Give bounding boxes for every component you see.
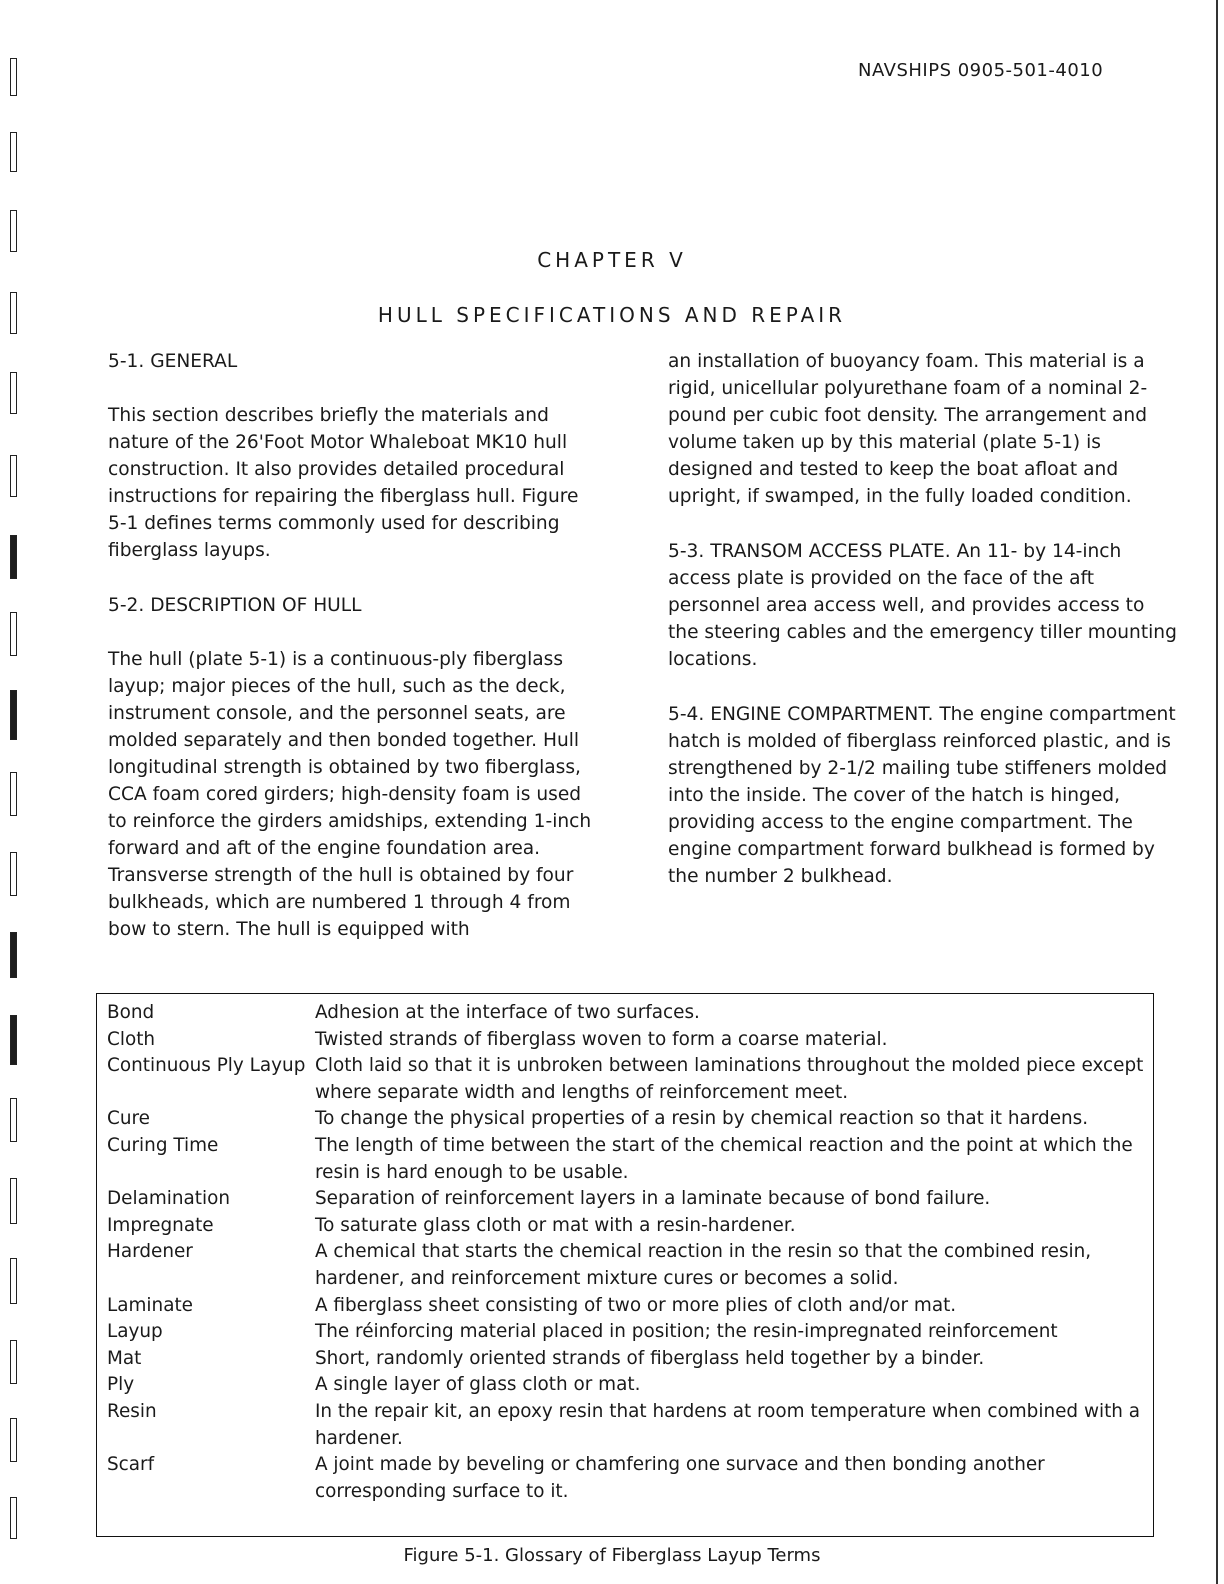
document-id: NAVSHIPS 0905-501-4010 <box>858 60 1104 81</box>
glossary-definition: Cloth laid so that it is unbroken between laminations throughout the molded piece except where separate width and lengths of reinforcement meet. <box>315 1055 1144 1103</box>
binding-hole <box>10 455 17 497</box>
binding-hole <box>10 1497 17 1539</box>
glossary-row <box>107 1133 1152 1186</box>
glossary-row <box>107 1213 1152 1240</box>
glossary-row <box>107 1000 1152 1027</box>
glossary-definition: A chemical that starts the chemical reaction in the resin so that the combined resin, hardener, and reinforcement mixture cures or becomes a solid. <box>315 1241 1092 1289</box>
chapter-title: HULL SPECIFICATIONS AND REPAIR <box>377 303 847 327</box>
glossary-term: Cure <box>107 1108 150 1130</box>
glossary-definition: A single layer of glass cloth or mat. <box>315 1374 641 1396</box>
glossary-row <box>107 1346 1152 1373</box>
section-transom <box>668 538 1178 673</box>
left-column <box>108 348 598 943</box>
binding-hole <box>10 535 17 579</box>
binding-hole <box>10 612 17 656</box>
glossary-term: Laminate <box>107 1294 193 1316</box>
glossary-term: Impregnate <box>107 1214 214 1236</box>
section-heading-engine: 5-4. ENGINE COMPARTMENT. <box>668 704 934 725</box>
chapter-number: CHAPTER V <box>537 248 687 272</box>
glossary-row <box>107 1319 1152 1346</box>
glossary-term: Delamination <box>107 1188 231 1210</box>
binding-holes-strip <box>0 0 24 1584</box>
glossary-row <box>107 1053 1152 1106</box>
section-heading-general: 5-1. GENERAL <box>108 351 238 372</box>
glossary-row <box>107 1027 1152 1054</box>
glossary-definition: The length of time between the start of the chemical reaction and the point at which the resin is hard enough to be usable. <box>315 1134 1133 1183</box>
page-edge-line <box>1216 0 1218 1584</box>
glossary-term: Ply <box>107 1374 135 1396</box>
glossary-term: Continuous Ply Layup <box>107 1055 306 1077</box>
section-body-transom: An 11- by 14-inch access plate is provided on the face of the aft personnel area access well, and provides access to the steering cables and the emergency tiller mounting locations. <box>668 541 1177 670</box>
glossary-definition: In the repair kit, an epoxy resin that hardens at room temperature when combined with a hardener. <box>315 1400 1141 1449</box>
glossary-term: Bond <box>107 1002 155 1023</box>
binding-hole <box>10 132 17 172</box>
right-column <box>668 348 1178 890</box>
section-body-general: This section describes briefly the materials and nature of the 26'Foot Motor Whaleboat MK10 hull construction. It also provides detailed procedural instructions for repairing the fiberglass hull. Figure 5-1 defines terms commonly used for describing fiberglass layups. <box>108 405 579 561</box>
glossary-row <box>107 1106 1152 1133</box>
glossary-row <box>107 1372 1152 1399</box>
glossary-box <box>96 993 1154 1537</box>
binding-hole <box>10 1098 17 1142</box>
glossary-definition: To change the physical properties of a resin by chemical reaction so that it hardens. <box>315 1108 1089 1130</box>
binding-hole <box>10 210 17 252</box>
binding-hole <box>10 1418 17 1462</box>
glossary-definition: A fiberglass sheet consisting of two or more plies of cloth and/or mat. <box>315 1294 957 1316</box>
glossary-definition: Short, randomly oriented strands of fiberglass held together by a binder. <box>315 1347 985 1369</box>
glossary-row <box>107 1452 1152 1505</box>
binding-hole <box>10 852 17 896</box>
section-heading-hull: 5-2. DESCRIPTION OF HULL <box>108 595 362 616</box>
glossary-definition: Twisted strands of fiberglass woven to form a coarse material. <box>315 1028 888 1050</box>
glossary-row <box>107 1186 1152 1213</box>
binding-hole <box>10 1015 17 1065</box>
glossary-row <box>107 1293 1152 1320</box>
binding-hole <box>10 1258 17 1304</box>
binding-hole <box>10 690 17 740</box>
glossary-term: Mat <box>107 1347 142 1369</box>
glossary-definition: To saturate glass cloth or mat with a resin-hardener. <box>315 1214 796 1236</box>
section-body-engine: The engine compartment hatch is molded of fiberglass reinforced plastic, and is strengthened by 2-1/2 mailing tube stiffeners molded into the inside. The cover of the hatch is hinged, providing access to the engine compartment. The engine compartment forward bulkhead is formed by the number 2 bulkhead. <box>668 704 1176 887</box>
binding-hole <box>10 932 17 978</box>
binding-hole <box>10 772 17 816</box>
section-engine <box>668 701 1178 890</box>
glossary-definition: Adhesion at the interface of two surfaces. <box>315 1002 700 1023</box>
glossary-row <box>107 1239 1152 1292</box>
binding-hole <box>10 58 17 96</box>
binding-hole <box>10 372 17 414</box>
glossary-row <box>107 1399 1152 1452</box>
binding-hole <box>10 1340 17 1384</box>
section-heading-transom: 5-3. TRANSOM ACCESS PLATE. <box>668 541 951 562</box>
glossary-term: Curing Time <box>107 1134 219 1156</box>
glossary-term: Resin <box>107 1400 157 1422</box>
glossary-definition: A joint made by beveling or chamfering one survace and then bonding another corresponding surface to it. <box>315 1454 1045 1502</box>
glossary-table <box>107 1000 1152 1505</box>
section-body-hull-continued: an installation of buoyancy foam. This material is a rigid, unicellular polyurethane foam of a nominal 2-pound per cubic foot density. The arrangement and volume taken up by this material (plate 5-1) is designed and tested to keep the boat afloat and upright, if swamped, in the fully loaded condition. <box>668 351 1148 507</box>
binding-hole <box>10 1178 17 1224</box>
figure-caption: Figure 5-1. Glossary of Fiberglass Layup Terms <box>403 1545 821 1566</box>
glossary-definition: The réinforcing material placed in position; the resin-impregnated reinforcement <box>315 1321 1058 1343</box>
glossary-term: Cloth <box>107 1028 156 1050</box>
glossary-definition: Separation of reinforcement layers in a laminate because of bond failure. <box>315 1188 991 1210</box>
glossary-term: Layup <box>107 1321 163 1343</box>
section-body-hull: The hull (plate 5-1) is a continuous-ply fiberglass layup; major pieces of the hull, such as the deck, instrument console, and the personnel seats, are molded separately and then bonded together. Hull longitudinal strength is obtained by two fiberglass, CCA foam cored girders; high-density foam is used to reinforce the girders amidships, extending 1-inch forward and aft of the engine foundation area. Transverse strength of the hull is obtained by four bulkheads, which are numbered 1 through 4 from bow to stern. The hull is equipped with <box>108 649 592 940</box>
glossary-term: Hardener <box>107 1241 193 1263</box>
glossary-term: Scarf <box>107 1454 155 1476</box>
